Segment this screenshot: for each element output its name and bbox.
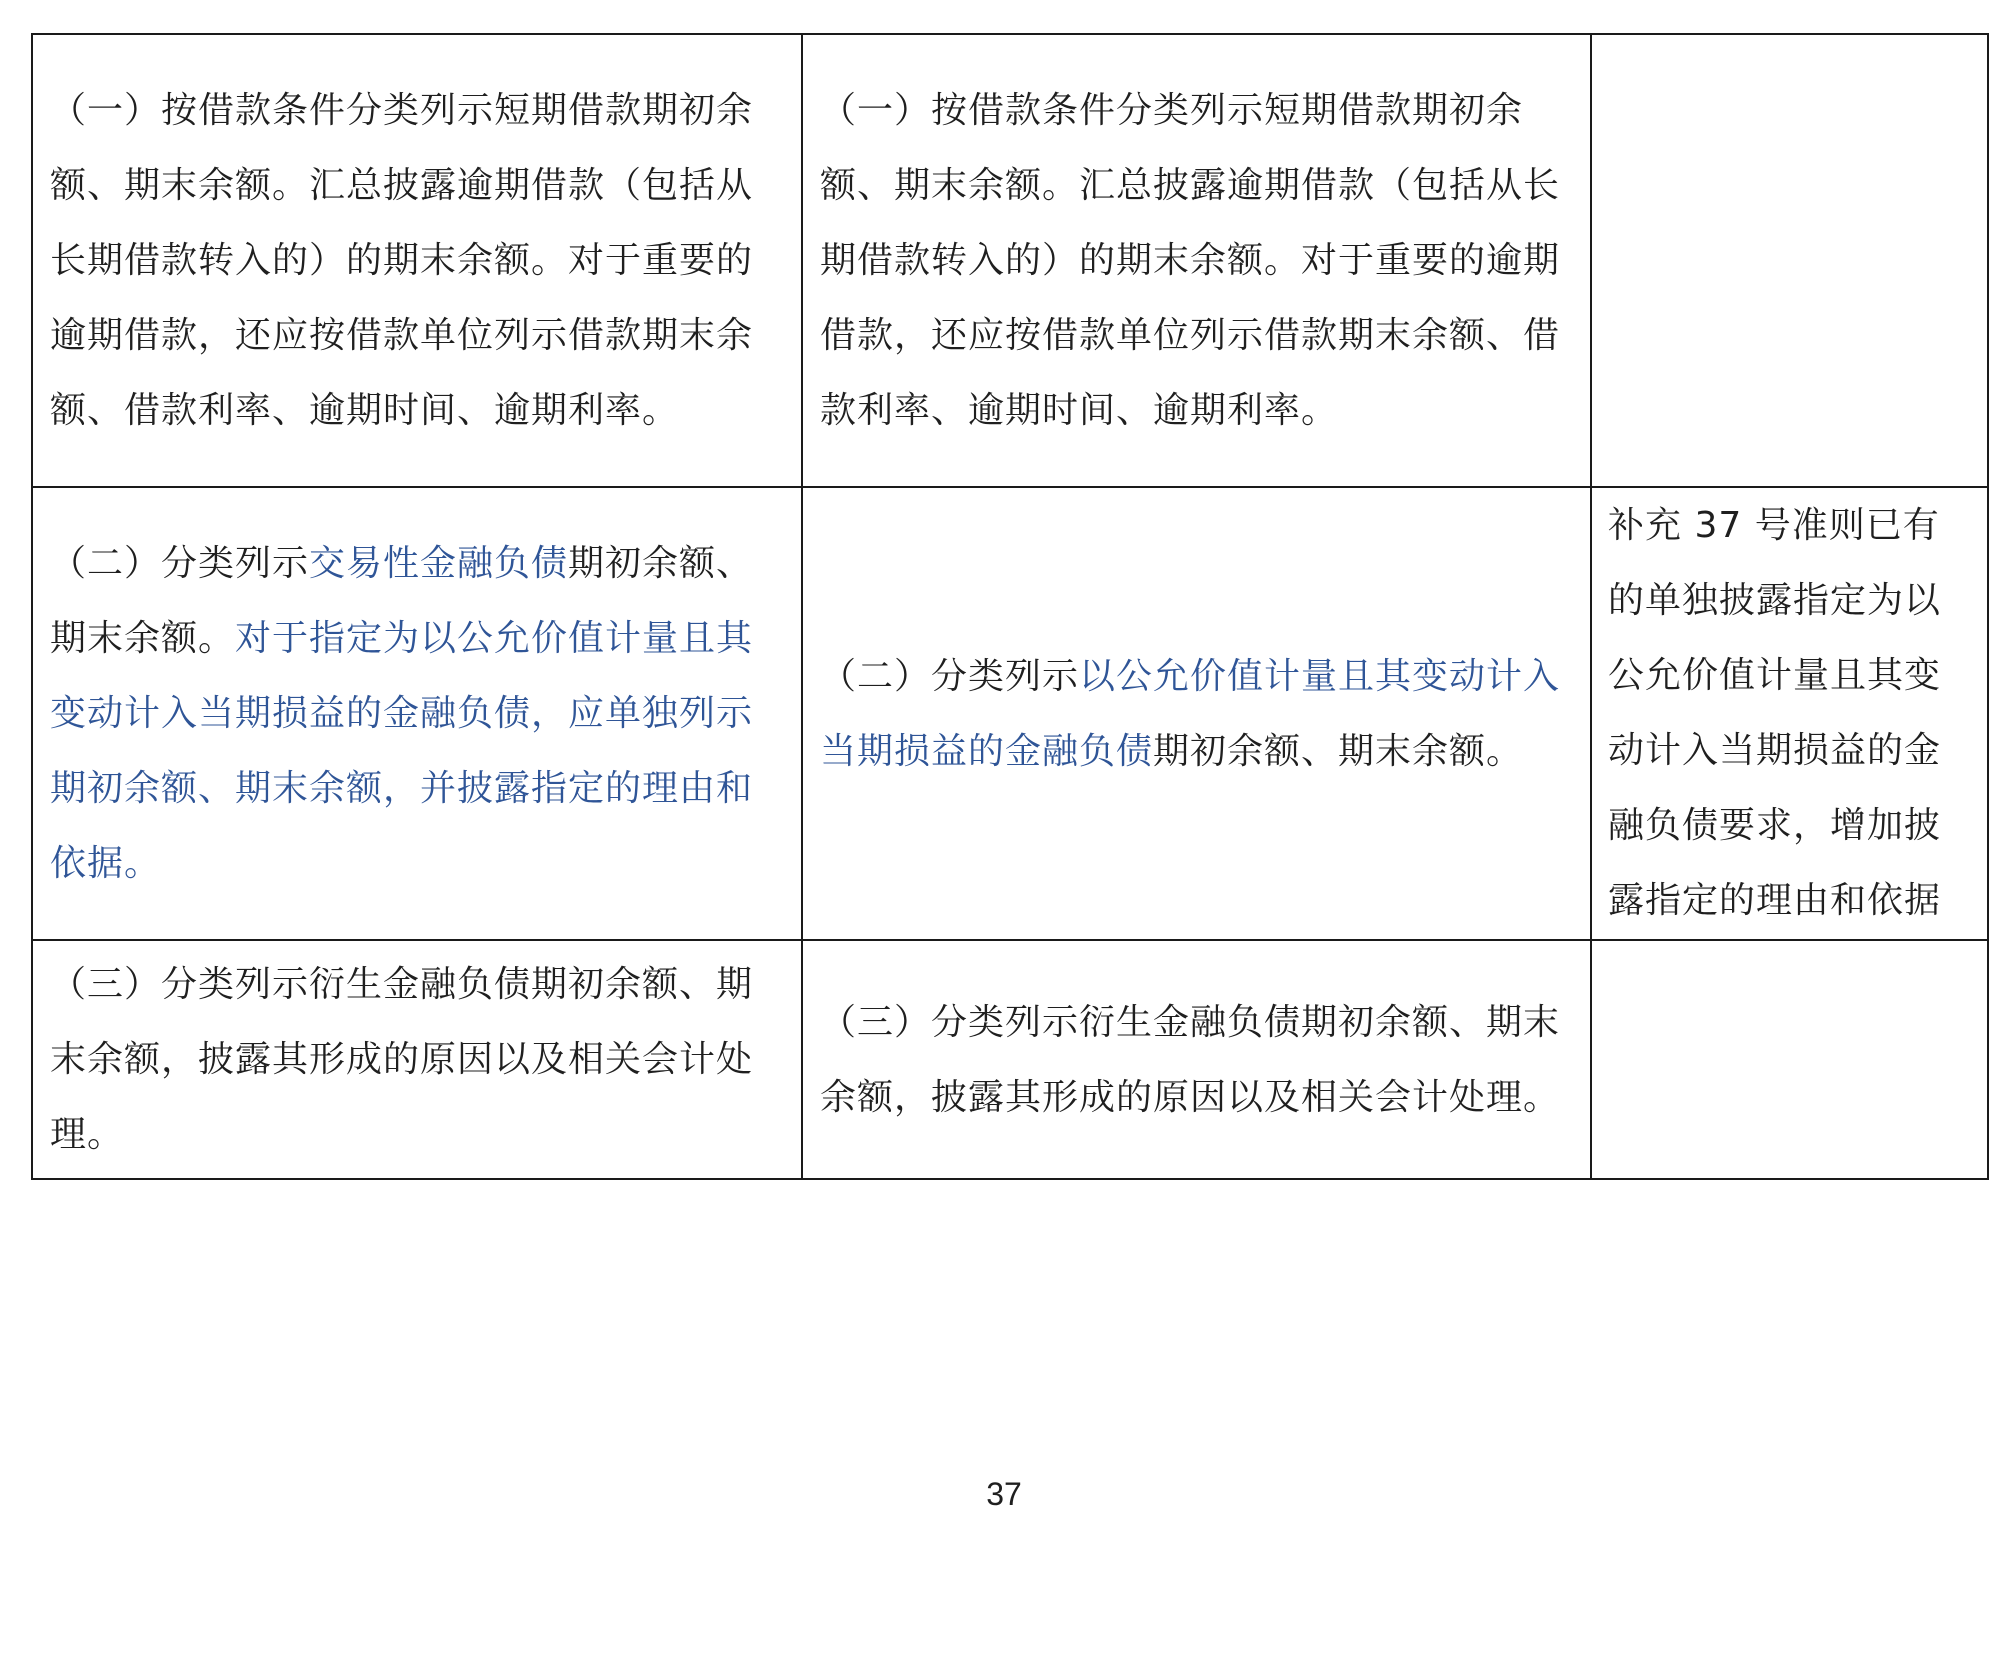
highlighted-text: 以公允价值计量且其变动计入当期损益的金融负债 [820,655,1561,772]
new-standard-text: 期初余额、期末余额。 [1153,730,1524,772]
old-standard-cell [32,34,802,487]
old-standard-text: （二）分类列示 [50,543,310,584]
old-standard-text: （一）按借款条件分类列示短期借款期初余额、期末余额。汇总披露逾期借款（包括从长期借款转入的）的期末余额。对于重要的逾期借款，还应按借款单位列示借款期末余额、借款利率、逾期时间、逾期利率。 [50,90,754,431]
old-standard-cell [32,487,802,940]
note-cell [1591,487,1988,940]
new-standard-text: （二）分类列示 [820,655,1080,697]
new-standard-text: （一）按借款条件分类列示短期借款期初余额、期末余额。汇总披露逾期借款（包括从长期借款转入的）的期末余额。对于重要的逾期借款，还应按借款单位列示借款期末余额、借款利率、逾期时间、逾期利率。 [820,90,1561,431]
page-number: 37 [986,1476,1022,1512]
table-row [32,487,1988,940]
new-standard-cell [802,940,1591,1179]
highlighted-text: 交易性金融负债 [309,543,569,584]
table-row [32,34,1988,487]
new-standard-cell [802,487,1591,940]
note-text: 补充 37 号准则已有的单独披露指定为以公允价值计量且其变动计入当期损益的金融负债要求，增加披露指定的理由和依据 [1608,505,1942,921]
note-cell [1591,34,1988,487]
old-standard-text: 期初余额、期末余额。 [50,543,754,659]
note-cell [1591,940,1988,1179]
table-row [32,940,1988,1179]
old-standard-text: （三）分类列示衍生金融负债期初余额、期末余额，披露其形成的原因以及相关会计处理。 [50,964,754,1155]
new-standard-cell [802,34,1591,487]
highlighted-text: 对于指定为以公允价值计量且其变动计入当期损益的金融负债，应单独列示期初余额、期末余额，并披露指定的理由和依据。 [50,618,754,884]
new-standard-text: （三）分类列示衍生金融负债期初余额、期末余额，披露其形成的原因以及相关会计处理。 [820,1001,1561,1118]
comparison-table [31,33,1989,1180]
old-standard-cell [32,940,802,1179]
